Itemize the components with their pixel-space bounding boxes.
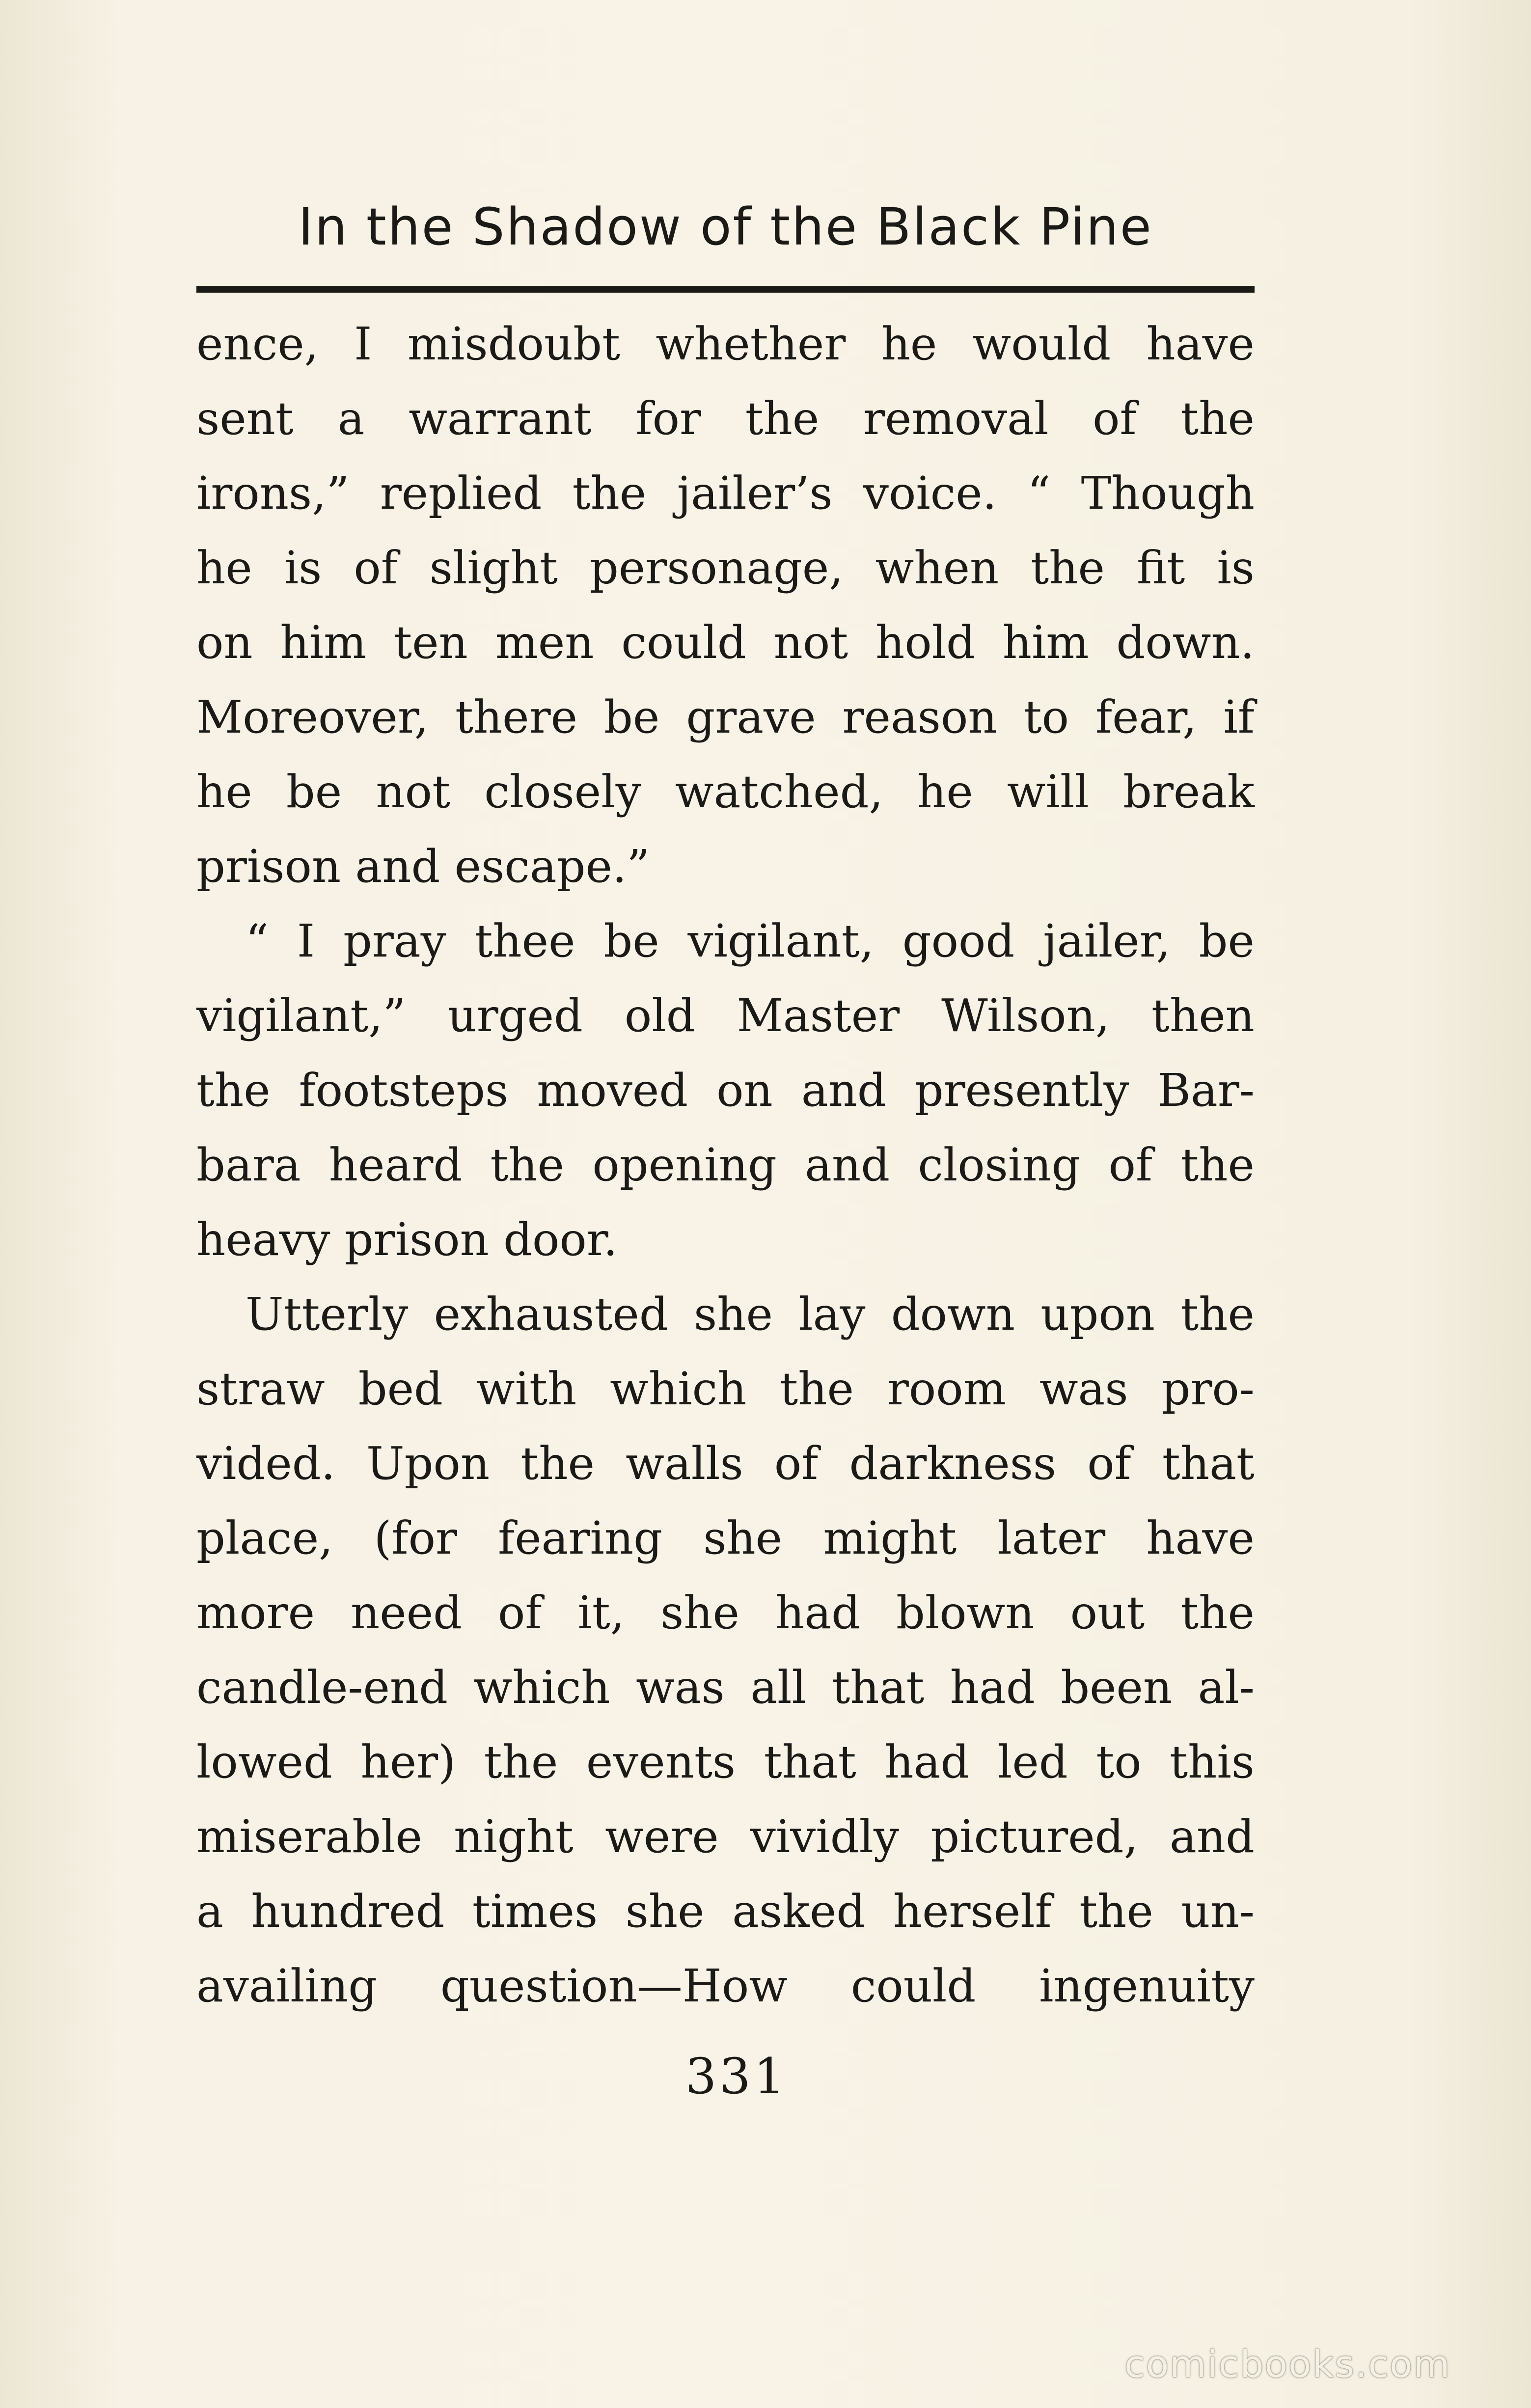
text-line: vigilant,” urged old Master Wilson, then	[196, 989, 1255, 1042]
text-line: on him ten men could not hold him down.	[196, 616, 1255, 669]
text-line: ence, I misdoubt whether he would have	[196, 318, 1255, 370]
text-line: bara heard the opening and closing of the	[196, 1139, 1255, 1191]
text-line: “ I pray thee be vigilant, good jailer, be	[246, 915, 1255, 967]
text-line: more need of it, she had blown out the	[196, 1587, 1255, 1639]
text-line: candle-end which was all that had been al-	[196, 1661, 1255, 1714]
text-line: he be not closely watched, he will break	[196, 766, 1255, 818]
text-line: vided. Upon the walls of darkness of that	[196, 1437, 1255, 1490]
text-line: miserable night were vividly pictured, and	[196, 1810, 1255, 1863]
text-line: he is of slight personage, when the fit is	[196, 542, 1255, 594]
text-line: straw bed with which the room was pro-	[196, 1363, 1255, 1415]
text-line: Moreover, there be grave reason to fear, if	[196, 691, 1255, 743]
text-line: prison and escape.”	[196, 840, 650, 893]
body-text	[196, 307, 1255, 2024]
watermark: comicbooks.com	[1124, 2342, 1451, 2386]
text-line: irons,” replied the jailer’s voice. “ Though	[196, 467, 1255, 520]
page-number: 331	[685, 2048, 788, 2105]
text-line: availing question—How could ingenuity	[196, 1960, 1255, 2012]
text-line: a hundred times she asked herself the un-	[196, 1885, 1255, 1938]
text-line: place, (for fearing she might later have	[196, 1512, 1255, 1564]
text-line: the footsteps moved on and presently Bar-	[196, 1064, 1255, 1117]
text-line: heavy prison door.	[196, 1213, 618, 1266]
text-line: Utterly exhausted she lay down upon the	[246, 1288, 1255, 1341]
running-head: In the Shadow of the Black Pine	[298, 197, 1153, 257]
text-line: sent a warrant for the removal of the	[196, 392, 1255, 445]
text-line: lowed her) the events that had led to this	[196, 1736, 1255, 1788]
header-rule	[196, 286, 1255, 293]
